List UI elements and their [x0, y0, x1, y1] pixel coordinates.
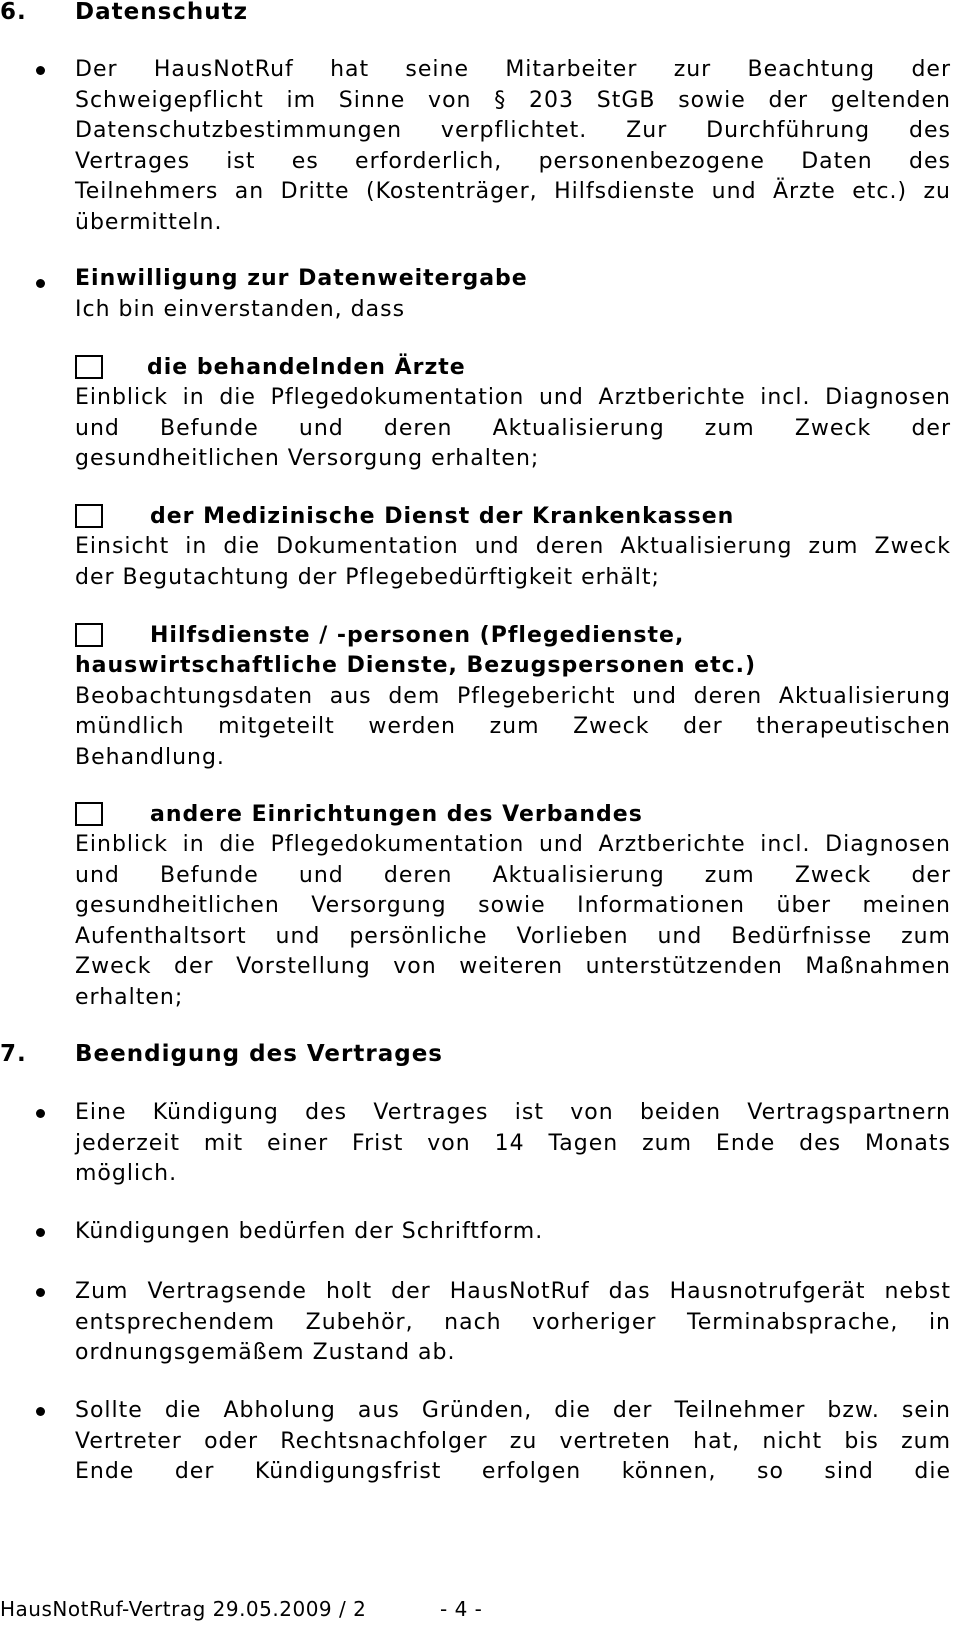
page-footer: [0, 1596, 483, 1622]
text-line: Der HausNotRuf hat seine Mitarbeiter zur Beachtung der: [75, 57, 951, 82]
checkbox-verband[interactable]: [75, 802, 103, 826]
text-line: Behandlung.: [75, 744, 225, 770]
text-line: der Begutachtung der Pflegebedürftigkeit erhält;: [75, 564, 660, 590]
text-line: Zum Vertragsende holt der HausNotRuf das Hausnotrufgerät nebst: [75, 1279, 951, 1304]
text-line: entsprechendem Zubehör, nach vorheriger Terminabsprache, in: [75, 1309, 951, 1335]
paragraph-abholung: [75, 1396, 951, 1488]
consent-block: [75, 264, 951, 325]
option-description-hilfsdienste: [75, 651, 951, 773]
text-line: ordnungsgemäßem Zustand ab.: [75, 1340, 456, 1366]
consent-option-verband[interactable]: [75, 800, 951, 830]
bullet-icon: [36, 279, 45, 288]
text-line: Einblick in die Pflegedokumentation und Arztberichte incl. Diagnosen: [75, 832, 951, 857]
text-line: Aufenthaltsort und persönliche Vorlieben und Bedürfnisse zum: [75, 923, 951, 949]
text-line: Einblick in die Pflegedokumentation und Arztberichte incl. Diagnosen: [75, 385, 951, 410]
option-label: andere Einrichtungen des Verbandes: [150, 802, 643, 827]
text-line: mündlich mitgeteilt werden zum Zweck der therapeutischen: [75, 714, 951, 740]
text-line: Zweck der Vorstellung von weiteren unterstützenden Maßnahmen: [75, 954, 951, 980]
text-line: erhalten;: [75, 984, 184, 1010]
section-title: Beendigung des Vertrages: [75, 1041, 443, 1067]
text-line: und Befunde und deren Aktualisierung zum Zweck der: [75, 415, 951, 441]
text-line: Vertrages ist es erforderlich, personenbezogene Daten des: [75, 148, 951, 174]
paragraph-schriftform: [75, 1217, 951, 1248]
checkbox-hilfsdienste[interactable]: [75, 623, 103, 647]
bullet-icon: [36, 1109, 45, 1118]
option-label: Hilfsdienste / -personen (Pflegedienste,: [150, 623, 685, 648]
checkbox-aerzte[interactable]: [75, 355, 103, 379]
bullet-icon: [36, 66, 45, 75]
checkbox-mdk[interactable]: [75, 504, 103, 528]
text-line: und Befunde und deren Aktualisierung zum Zweck der: [75, 862, 951, 888]
text-line: Beobachtungsdaten aus dem Pflegebericht und deren Aktualisierung: [75, 683, 951, 709]
consent-intro: Ich bin einverstanden, dass: [75, 296, 406, 322]
text-line: möglich.: [75, 1161, 178, 1187]
option-description-verband: [75, 830, 951, 1014]
paragraph-kuendigung-frist: [75, 1098, 951, 1190]
option-description-aerzte: [75, 383, 951, 475]
footer-document-label: HausNotRuf-Vertrag 29.05.2009 / 2: [0, 1597, 367, 1621]
text-line: Einsicht in die Dokumentation und deren Aktualisierung zum Zweck: [75, 534, 951, 559]
consent-option-hilfsdienste[interactable]: [75, 621, 951, 651]
option-description-mdk: [75, 532, 951, 593]
section-number: 7.: [0, 1041, 27, 1067]
text-line: Ende der Kündigungsfrist erfolgen können, so sind die: [75, 1459, 951, 1485]
text-line: übermitteln.: [75, 209, 223, 235]
option-label: die behandelnden Ärzte: [147, 355, 466, 380]
text-line: Vertreter oder Rechtsnachfolger zu vertreten hat, nicht bis zum: [75, 1428, 951, 1454]
text-line: Sollte die Abholung aus Gründen, die der Teilnehmer bzw. sein: [75, 1398, 951, 1423]
text-line: Kündigungen bedürfen der Schriftform.: [75, 1219, 544, 1244]
paragraph-confidentiality: [75, 55, 951, 239]
text-line: Datenschutzbestimmungen verpflichtet. Zur Durchführung des: [75, 118, 951, 144]
section-title: Datenschutz: [75, 0, 249, 25]
text-line: jederzeit mit einer Frist von 14 Tagen zum Ende des Monats: [75, 1130, 951, 1156]
bullet-icon: [36, 1228, 45, 1237]
footer-page-number: - 4 -: [440, 1597, 483, 1621]
bullet-icon: [36, 1288, 45, 1297]
section-number: 6.: [0, 0, 27, 25]
text-line: Eine Kündigung des Vertrages ist von beiden Vertragspartnern: [75, 1100, 951, 1125]
option-label-continued: hauswirtschaftliche Dienste, Bezugspersonen etc.): [75, 653, 757, 678]
text-line: gesundheitlichen Versorgung sowie Informationen über meinen: [75, 893, 951, 919]
text-line: gesundheitlichen Versorgung erhalten;: [75, 446, 540, 472]
paragraph-vertragsende: [75, 1277, 951, 1369]
bullet-icon: [36, 1407, 45, 1416]
option-label: der Medizinische Dienst der Krankenkassen: [150, 504, 735, 529]
consent-option-aerzte[interactable]: [75, 353, 951, 383]
consent-title: Einwilligung zur Datenweitergabe: [75, 266, 528, 291]
consent-option-mdk[interactable]: [75, 502, 951, 532]
text-line: Schweigepflicht im Sinne von § 203 StGB sowie der geltenden: [75, 87, 951, 113]
text-line: Teilnehmers an Dritte (Kostenträger, Hilfsdienste und Ärzte etc.) zu: [75, 179, 951, 205]
